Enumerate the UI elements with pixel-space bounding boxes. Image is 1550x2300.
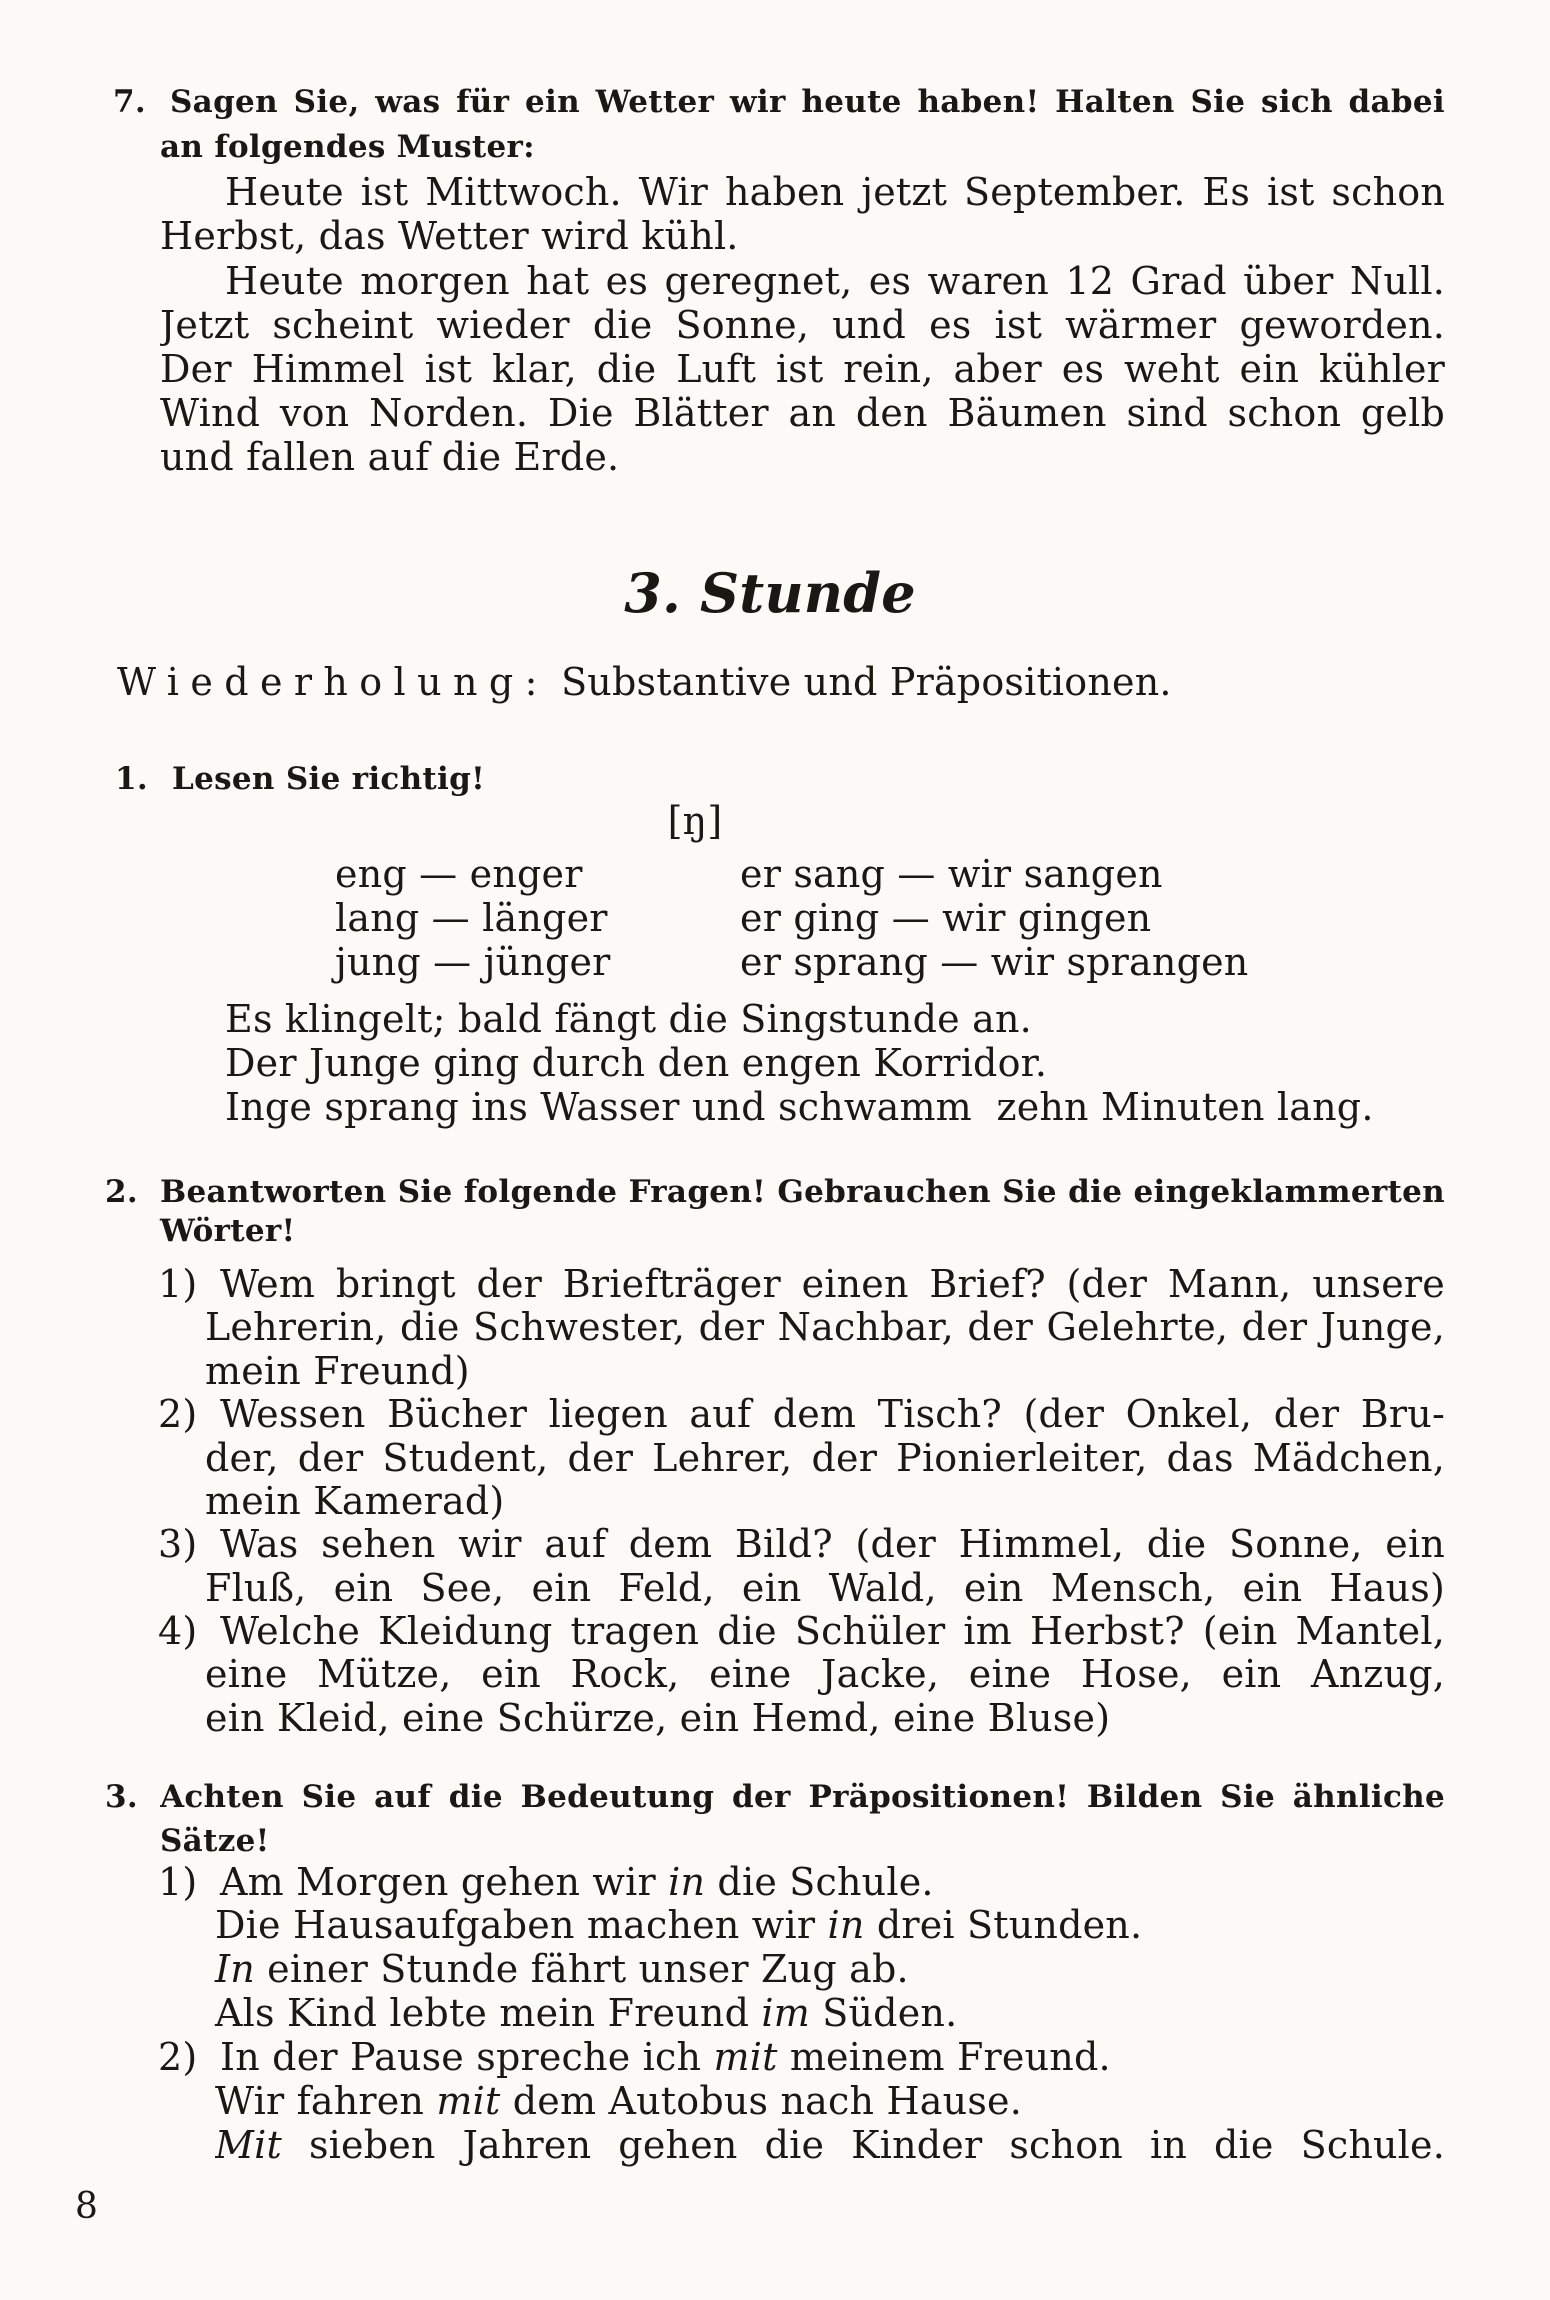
- exercise3-heading-line1: Achten Sie auf die Bedeutung der Präpositionen! Bilden Sie ähnliche: [160, 1779, 1445, 1815]
- ex2-item1-line1: Wem bringt der Briefträger einen Brief? (der Mann, unsere: [220, 1262, 1445, 1306]
- ex2-item4-line1: Welche Kleidung tragen die Schüler im Herbst? (ein Mantel,: [220, 1609, 1445, 1653]
- pair-right-3: er sprang — wir sprangen: [740, 940, 1249, 984]
- ex1-sentence-1: Es klingelt; bald fängt die Singstunde an.: [225, 997, 1032, 1041]
- ex2-item2-marker: 2): [158, 1392, 198, 1436]
- ex2-item1-line2: Lehrerin, die Schwester, der Nachbar, der Gelehrte, der Junge,: [205, 1305, 1445, 1349]
- pair-left-3: jung — jünger: [335, 940, 611, 984]
- pair-left-1: eng — enger: [335, 852, 583, 896]
- ex7-para1-line2: Herbst, das Wetter wird kühl.: [160, 214, 739, 258]
- ex2-item1-marker: 1): [158, 1262, 198, 1306]
- ex2-item3-line2: Fluß, ein See, ein Feld, ein Wald, ein Mensch, ein Haus): [205, 1566, 1445, 1610]
- page-number: 8: [75, 2186, 99, 2227]
- exercise1-number: 1.: [115, 761, 148, 797]
- ex2-item4-line3: ein Kleid, eine Schürze, ein Hemd, eine Bluse): [205, 1696, 1111, 1740]
- exercise7-heading-line2: an folgendes Muster:: [160, 129, 535, 165]
- ex3-item2-line2: Wir fahren mit dem Autobus nach Hause.: [215, 2079, 1023, 2123]
- ex3-item1-line2: Die Hausaufgaben machen wir in drei Stunden.: [215, 1903, 1143, 1947]
- exercise3-number: 3.: [105, 1779, 138, 1815]
- phonetic-symbol: [ŋ]: [667, 799, 723, 843]
- ex2-item4-line2: eine Mütze, ein Rock, eine Jacke, eine Hose, ein Anzug,: [205, 1652, 1445, 1696]
- ex7-para1-line1: Heute ist Mittwoch. Wir haben jetzt September. Es ist schon: [225, 170, 1445, 214]
- ex7-para2-line2: Jetzt scheint wieder die Sonne, und es ist wärmer geworden.: [160, 303, 1445, 347]
- ex3-item2-line3: Mit sieben Jahren gehen die Kinder schon in die Schule.: [215, 2123, 1445, 2167]
- ex7-para2-line3: Der Himmel ist klar, die Luft ist rein, aber es weht ein kühler: [160, 347, 1445, 391]
- exercise2-number: 2.: [105, 1174, 138, 1210]
- pair-right-1: er sang — wir sangen: [740, 852, 1163, 896]
- ex7-para2-line5: und fallen auf die Erde.: [160, 435, 620, 479]
- ex3-item2-marker: 2): [158, 2035, 198, 2079]
- review-label: Wiederholung:: [117, 660, 549, 704]
- ex2-item2-line2: der, der Student, der Lehrer, der Pionierleiter, das Mädchen,: [205, 1436, 1445, 1480]
- exercise2-heading-line2: Wörter!: [160, 1213, 296, 1249]
- ex2-item4-marker: 4): [158, 1609, 198, 1653]
- pair-left-2: lang — länger: [335, 896, 608, 940]
- exercise1-heading: Lesen Sie richtig!: [172, 761, 486, 797]
- review-line: [117, 660, 1172, 704]
- ex7-para2-line1: Heute morgen hat es geregnet, es waren 12 Grad über Null.: [225, 259, 1445, 303]
- ex2-item1-line3: mein Freund): [205, 1349, 470, 1393]
- ex3-item2-line1: In der Pause spreche ich mit meinem Freund.: [220, 2035, 1111, 2079]
- ex2-item3-line1: Was sehen wir auf dem Bild? (der Himmel, die Sonne, ein: [220, 1522, 1445, 1566]
- ex3-item1-line4: Als Kind lebte mein Freund im Süden.: [215, 1991, 958, 2035]
- review-rest: Substantive und Präpositionen.: [548, 660, 1172, 704]
- ex2-item2-line3: mein Kamerad): [205, 1479, 505, 1523]
- lesson-title: 3. Stunde: [624, 561, 916, 625]
- exercise7-number: 7.: [113, 84, 146, 120]
- exercise7-heading-line1: Sagen Sie, was für ein Wetter wir heute haben! Halten Sie sich dabei: [170, 84, 1445, 120]
- pair-right-2: er ging — wir gingen: [740, 896, 1152, 940]
- ex1-sentence-3: Inge sprang ins Wasser und schwamm zehn Minuten lang.: [225, 1085, 1374, 1129]
- ex1-sentence-2: Der Junge ging durch den engen Korridor.: [225, 1041, 1048, 1085]
- ex3-item1-marker: 1): [158, 1860, 198, 1904]
- ex2-item2-line1: Wessen Bücher liegen auf dem Tisch? (der Onkel, der Bru-: [220, 1392, 1445, 1436]
- ex3-item1-line1: Am Morgen gehen wir in die Schule.: [220, 1860, 934, 1904]
- exercise3-heading-line2: Sätze!: [160, 1823, 270, 1859]
- exercise2-heading-line1: Beantworten Sie folgende Fragen! Gebrauchen Sie die eingeklammerten: [160, 1174, 1445, 1210]
- ex2-item3-marker: 3): [158, 1522, 198, 1566]
- ex3-item1-line3: In einer Stunde fährt unser Zug ab.: [215, 1947, 909, 1991]
- ex7-para2-line4: Wind von Norden. Die Blätter an den Bäumen sind schon gelb: [160, 391, 1445, 435]
